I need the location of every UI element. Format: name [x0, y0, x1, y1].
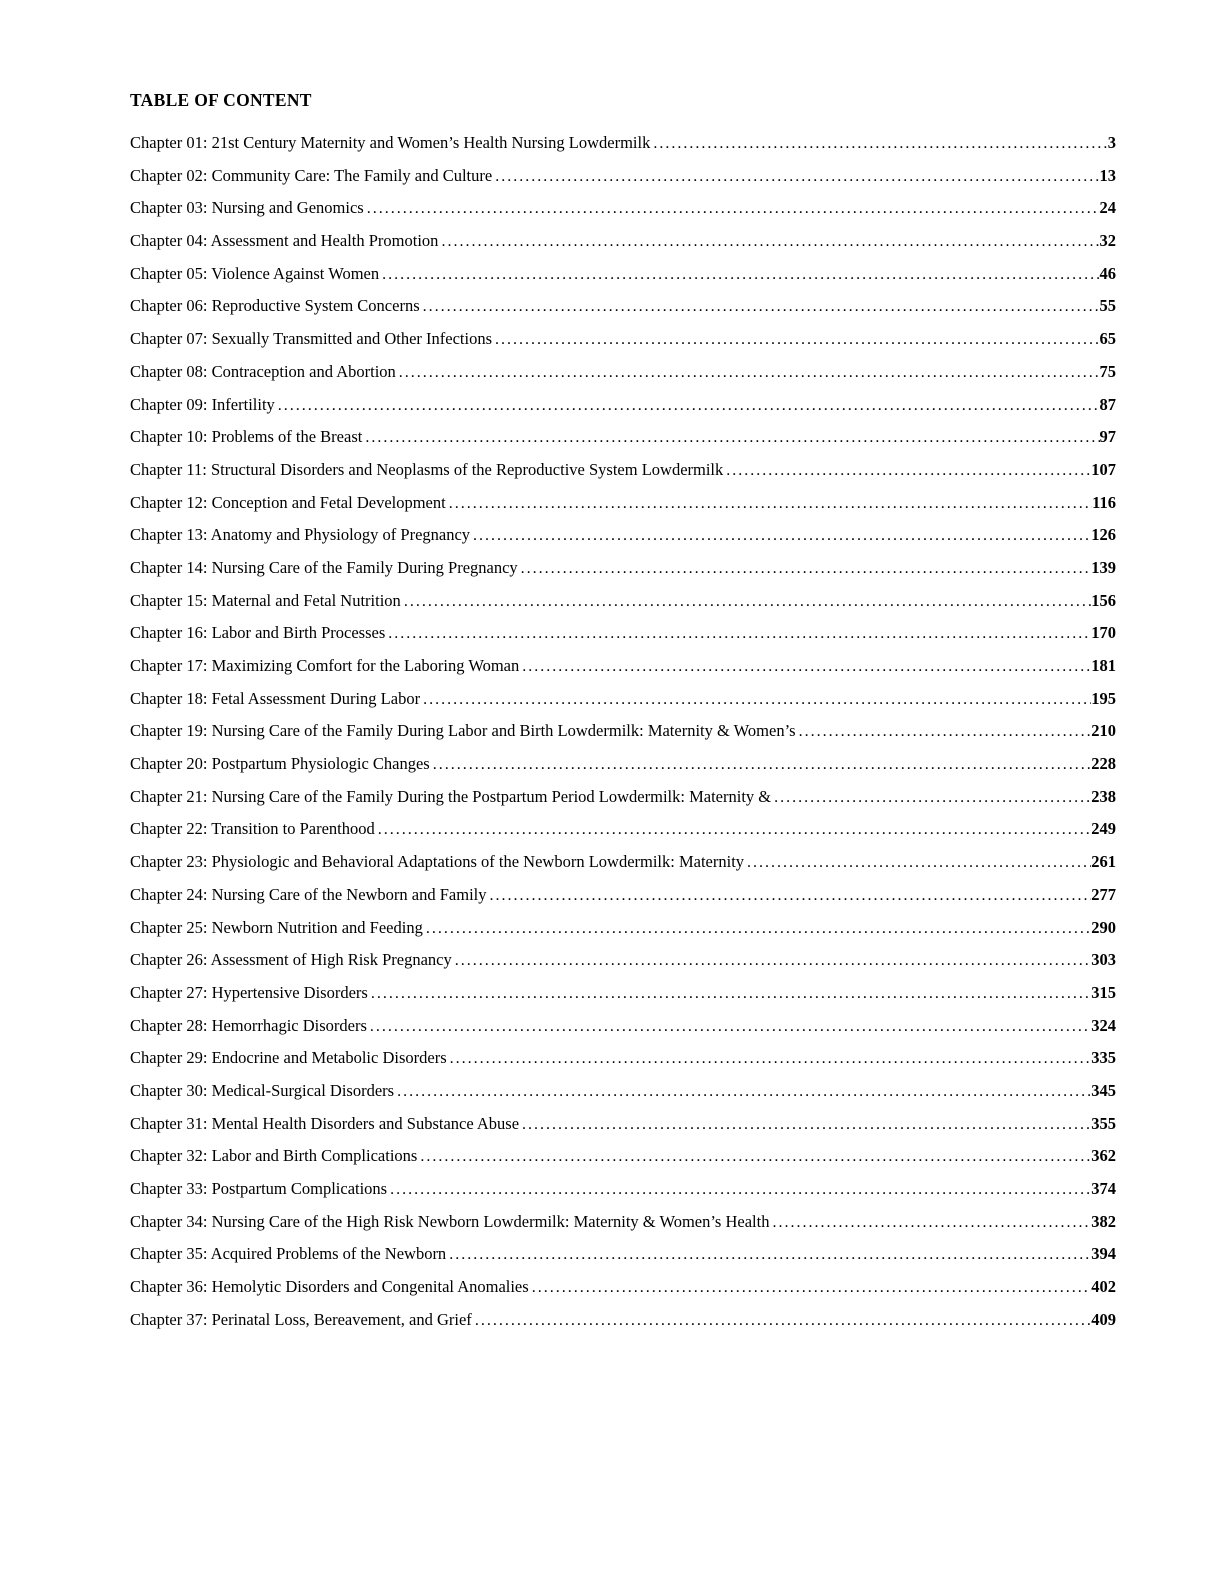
toc-entry-label: Chapter 06: Reproductive System Concerns [130, 296, 420, 316]
toc-dot-leader [446, 1238, 1091, 1272]
toc-entry-label: Chapter 05: Violence Against Women [130, 263, 380, 283]
toc-entry-label: Chapter 27: Hypertensive Disorders [130, 982, 368, 1002]
toc-dot-leader [364, 192, 1100, 226]
toc-entry-label: Chapter 04: Assessment and Health Promotion [130, 231, 439, 251]
toc-entry-page: 55 [1099, 296, 1116, 316]
toc-entry-label: Chapter 03: Nursing and Genomics [130, 198, 364, 218]
toc-entry[interactable] [130, 1042, 1116, 1075]
toc-entry-page: 139 [1091, 557, 1116, 577]
toc-dot-leader [519, 650, 1091, 684]
toc-entry[interactable] [130, 1206, 1116, 1239]
toc-entry-page: 249 [1091, 819, 1116, 839]
toc-entry-page: 126 [1091, 525, 1116, 545]
toc-entry-label: Chapter 14: Nursing Care of the Family During Pregnancy [130, 557, 518, 577]
toc-entry-page: 324 [1091, 1015, 1116, 1035]
toc-entry-label: Chapter 30: Medical-Surgical Disorders [130, 1080, 395, 1100]
toc-dot-leader [379, 258, 1099, 292]
toc-entry[interactable] [130, 944, 1116, 977]
toc-entry-page: 46 [1099, 263, 1116, 283]
toc-entry[interactable] [130, 683, 1116, 716]
toc-entry[interactable] [130, 1271, 1116, 1304]
toc-dot-leader [375, 813, 1092, 847]
toc-dot-leader [423, 912, 1091, 946]
toc-entry-page: 355 [1091, 1113, 1116, 1133]
toc-dot-leader [487, 879, 1092, 913]
toc-dot-leader [417, 1140, 1091, 1174]
toc-entry[interactable] [130, 715, 1116, 748]
toc-entry-page: 362 [1091, 1146, 1116, 1166]
toc-entry-label: Chapter 28: Hemorrhagic Disorders [130, 1015, 367, 1035]
toc-entry-page: 116 [1092, 492, 1116, 512]
toc-entry-page: 181 [1091, 656, 1116, 675]
toc-entry-label: Chapter 22: Transition to Parenthood [130, 819, 375, 839]
toc-entry-page: 303 [1091, 950, 1116, 970]
toc-entry[interactable] [130, 977, 1116, 1010]
toc-entry-page: 107 [1091, 459, 1116, 479]
toc-entry-label: Chapter 29: Endocrine and Metabolic Disorders [130, 1048, 447, 1068]
toc-entry[interactable] [130, 813, 1116, 846]
toc-entry[interactable] [130, 846, 1116, 879]
toc-entry[interactable] [130, 879, 1116, 912]
toc-entry[interactable] [130, 1238, 1116, 1271]
toc-entry[interactable] [130, 1108, 1116, 1141]
toc-list [130, 127, 1116, 1336]
toc-entry[interactable] [130, 552, 1116, 585]
toc-entry-page: 97 [1099, 427, 1116, 447]
page-title: TABLE OF CONTENT [130, 90, 312, 110]
toc-entry-page: 261 [1091, 852, 1116, 872]
toc-entry-page: 24 [1099, 198, 1116, 218]
toc-entry-page: 13 [1099, 165, 1116, 185]
toc-dot-leader [396, 356, 1100, 390]
toc-entry-label: Chapter 17: Maximizing Comfort for the Laboring Woman [130, 656, 520, 675]
toc-entry[interactable] [130, 258, 1116, 291]
toc-entry-label: Chapter 01: 21st Century Maternity and Women’s Health Nursing Lowdermilk [130, 133, 651, 152]
toc-entry-label: Chapter 31: Mental Health Disorders and Substance Abuse [130, 1113, 520, 1133]
toc-dot-leader [650, 127, 1107, 161]
toc-dot-leader [387, 1173, 1091, 1207]
toc-dot-leader [401, 585, 1091, 619]
toc-entry[interactable] [130, 356, 1116, 389]
toc-dot-leader [744, 846, 1091, 880]
toc-dot-leader [446, 487, 1092, 521]
toc-entry[interactable] [130, 454, 1116, 487]
toc-dot-leader [492, 160, 1099, 194]
toc-dot-leader [367, 1010, 1091, 1044]
toc-entry[interactable] [130, 617, 1116, 650]
toc-entry[interactable] [130, 421, 1116, 454]
toc-entry-label: Chapter 36: Hemolytic Disorders and Congenital Anomalies [130, 1277, 529, 1297]
toc-entry[interactable] [130, 1304, 1116, 1337]
toc-entry-page: 394 [1091, 1244, 1116, 1264]
toc-entry-label: Chapter 02: Community Care: The Family and Culture [130, 165, 493, 185]
toc-dot-leader [769, 1206, 1091, 1240]
toc-dot-leader [796, 715, 1092, 749]
toc-entry[interactable] [130, 781, 1116, 814]
toc-dot-leader [430, 748, 1092, 782]
toc-entry-page: 409 [1091, 1309, 1116, 1329]
toc-entry[interactable] [130, 585, 1116, 618]
toc-entry[interactable] [130, 519, 1116, 552]
toc-dot-leader [518, 552, 1092, 586]
toc-entry-page: 195 [1091, 688, 1116, 708]
toc-entry[interactable] [130, 290, 1116, 323]
toc-entry[interactable] [130, 1075, 1116, 1108]
toc-dot-leader [771, 781, 1091, 815]
toc-entry-label: Chapter 26: Assessment of High Risk Pregnancy [130, 950, 452, 970]
toc-entry-page: 228 [1091, 754, 1116, 774]
toc-entry-page: 75 [1099, 361, 1116, 381]
toc-entry[interactable] [130, 748, 1116, 781]
toc-entry-label: Chapter 35: Acquired Problems of the Newborn [130, 1244, 447, 1264]
toc-entry-page: 238 [1091, 786, 1116, 806]
toc-entry[interactable] [130, 487, 1116, 520]
toc-entry[interactable] [130, 389, 1116, 422]
toc-entry-page: 277 [1091, 884, 1116, 904]
toc-entry[interactable] [130, 1010, 1116, 1043]
toc-entry-label: Chapter 33: Postpartum Complications [130, 1179, 388, 1198]
toc-entry[interactable] [130, 127, 1116, 160]
toc-entry-page: 3 [1107, 133, 1116, 152]
toc-entry-page: 345 [1091, 1080, 1116, 1100]
toc-entry-label: Chapter 23: Physiologic and Behavioral Adaptations of the Newborn Lowdermilk: Maternity [130, 852, 745, 872]
toc-dot-leader [368, 977, 1091, 1011]
toc-entry[interactable] [130, 160, 1116, 193]
toc-entry-page: 170 [1091, 623, 1116, 643]
toc-dot-leader [385, 617, 1091, 651]
toc-entry-page: 402 [1091, 1277, 1116, 1297]
toc-entry-label: Chapter 19: Nursing Care of the Family During Labor and Birth Lowdermilk: Maternity & Women’s [130, 721, 796, 741]
toc-dot-leader [529, 1271, 1092, 1305]
toc-entry[interactable] [130, 323, 1116, 356]
toc-dot-leader [470, 519, 1091, 553]
toc-dot-leader [362, 421, 1099, 455]
toc-entry-label: Chapter 20: Postpartum Physiologic Changes [130, 754, 430, 774]
toc-entry-label: Chapter 10: Problems of the Breast [130, 427, 363, 447]
toc-dot-leader [420, 683, 1091, 717]
toc-dot-leader [472, 1304, 1091, 1338]
toc-entry-page: 374 [1091, 1179, 1116, 1198]
toc-entry-page: 32 [1099, 231, 1116, 251]
toc-entry-label: Chapter 13: Anatomy and Physiology of Pregnancy [130, 525, 471, 545]
toc-dot-leader [452, 944, 1092, 978]
toc-entry[interactable] [130, 1140, 1116, 1173]
toc-entry-label: Chapter 34: Nursing Care of the High Risk Newborn Lowdermilk: Maternity & Women’s Health [130, 1211, 770, 1231]
toc-entry-label: Chapter 16: Labor and Birth Processes [130, 623, 386, 643]
toc-dot-leader [420, 290, 1100, 324]
toc-entry-label: Chapter 09: Infertility [130, 394, 275, 414]
toc-entry[interactable] [130, 225, 1116, 258]
toc-entry-label: Chapter 07: Sexually Transmitted and Other Infections [130, 329, 493, 349]
toc-entry-page: 156 [1091, 590, 1116, 610]
toc-entry-label: Chapter 18: Fetal Assessment During Labor [130, 688, 421, 708]
toc-entry-page: 210 [1091, 721, 1116, 741]
toc-entry[interactable] [130, 912, 1116, 945]
toc-entry-label: Chapter 15: Maternal and Fetal Nutrition [130, 590, 401, 610]
toc-entry-label: Chapter 25: Newborn Nutrition and Feeding [130, 917, 423, 937]
toc-dot-leader [447, 1042, 1092, 1076]
toc-entry-label: Chapter 08: Contraception and Abortion [130, 361, 396, 381]
toc-dot-leader [275, 389, 1100, 423]
toc-entry-page: 315 [1091, 982, 1116, 1002]
toc-dot-leader [723, 454, 1091, 488]
toc-entry[interactable] [130, 192, 1116, 225]
toc-entry-label: Chapter 12: Conception and Fetal Development [130, 492, 446, 512]
toc-entry-label: Chapter 11: Structural Disorders and Neoplasms of the Reproductive System Lowdermilk [130, 459, 724, 479]
toc-entry-page: 65 [1099, 329, 1116, 349]
toc-entry-page: 290 [1091, 917, 1116, 937]
toc-entry-label: Chapter 37: Perinatal Loss, Bereavement, and Grief [130, 1309, 472, 1329]
toc-entry-label: Chapter 32: Labor and Birth Complications [130, 1146, 418, 1166]
toc-entry-label: Chapter 21: Nursing Care of the Family During the Postpartum Period Lowdermilk: Maternity & [130, 786, 772, 806]
toc-entry-page: 382 [1091, 1211, 1116, 1231]
toc-dot-leader [492, 323, 1099, 357]
toc-dot-leader [394, 1075, 1091, 1109]
toc-dot-leader [519, 1108, 1091, 1142]
toc-dot-leader [438, 225, 1099, 259]
toc-entry-page: 87 [1099, 394, 1116, 414]
toc-entry[interactable] [130, 1173, 1116, 1206]
toc-entry[interactable] [130, 650, 1116, 683]
toc-entry-page: 335 [1091, 1048, 1116, 1068]
toc-entry-label: Chapter 24: Nursing Care of the Newborn and Family [130, 884, 487, 904]
